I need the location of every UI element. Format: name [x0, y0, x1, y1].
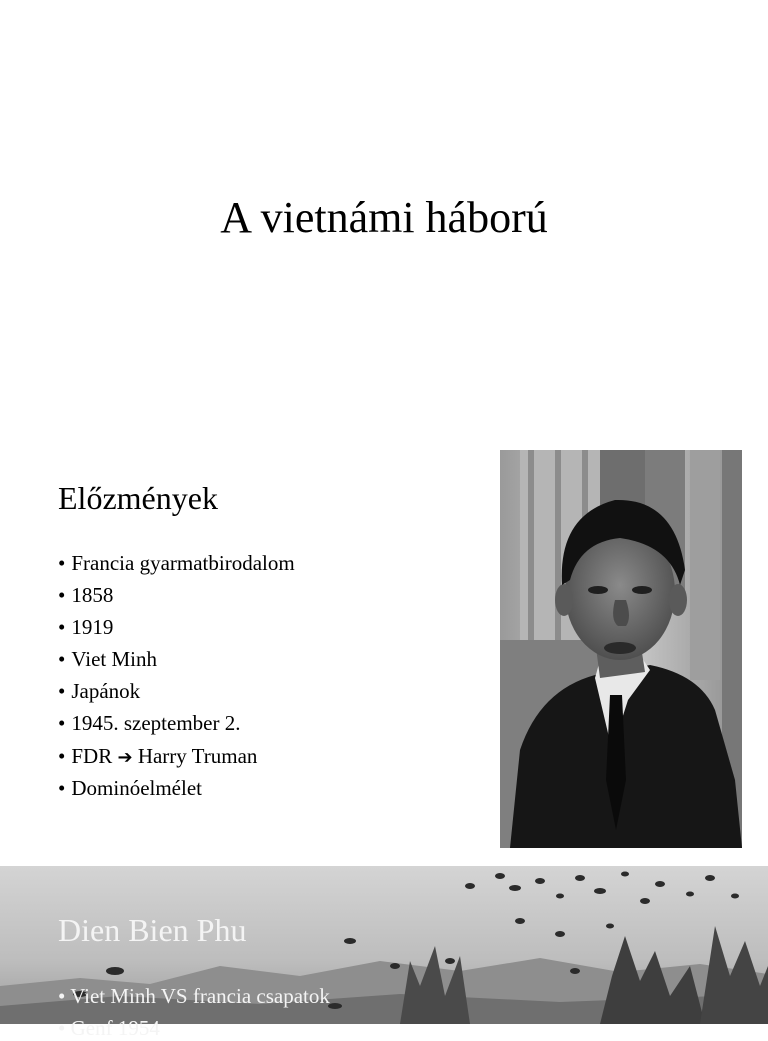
- bullet-text: Viet Minh VS francia csapatok: [70, 984, 330, 1008]
- slide-heading: Dien Bien Phu: [58, 912, 247, 948]
- dien-bien-phu-slide: [0, 866, 768, 1040]
- slide-heading: Előzmények: [58, 480, 218, 516]
- bullet-text: Harry Truman: [137, 743, 258, 768]
- bullet-item: • Viet Minh VS francia csapatok: [58, 984, 330, 1008]
- bullet-item: • Japánok: [58, 675, 295, 707]
- bullet-item: • 1858: [58, 579, 295, 611]
- title-slide: [0, 0, 768, 430]
- bullet-item: • Dominóelmélet: [58, 772, 295, 804]
- bullet-item: • 1919: [58, 611, 295, 643]
- slide-title: A vietnámi háború: [220, 193, 548, 242]
- bullet-item: • 1945. szeptember 2.: [58, 707, 295, 739]
- bullet-item: [58, 740, 295, 772]
- background-slide: [0, 430, 768, 866]
- bullet-item: • Viet Minh: [58, 643, 295, 675]
- portrait-photo: [500, 450, 742, 848]
- arrow-right-icon: ➔: [117, 746, 133, 768]
- bullet-text: FDR: [71, 743, 113, 768]
- bullet-item: • Genf 1954: [58, 1016, 160, 1040]
- bullet-item: • Francia gyarmatbirodalom: [58, 547, 295, 579]
- bullet-list: [58, 547, 295, 804]
- bullet-text: Genf 1954: [70, 1016, 160, 1040]
